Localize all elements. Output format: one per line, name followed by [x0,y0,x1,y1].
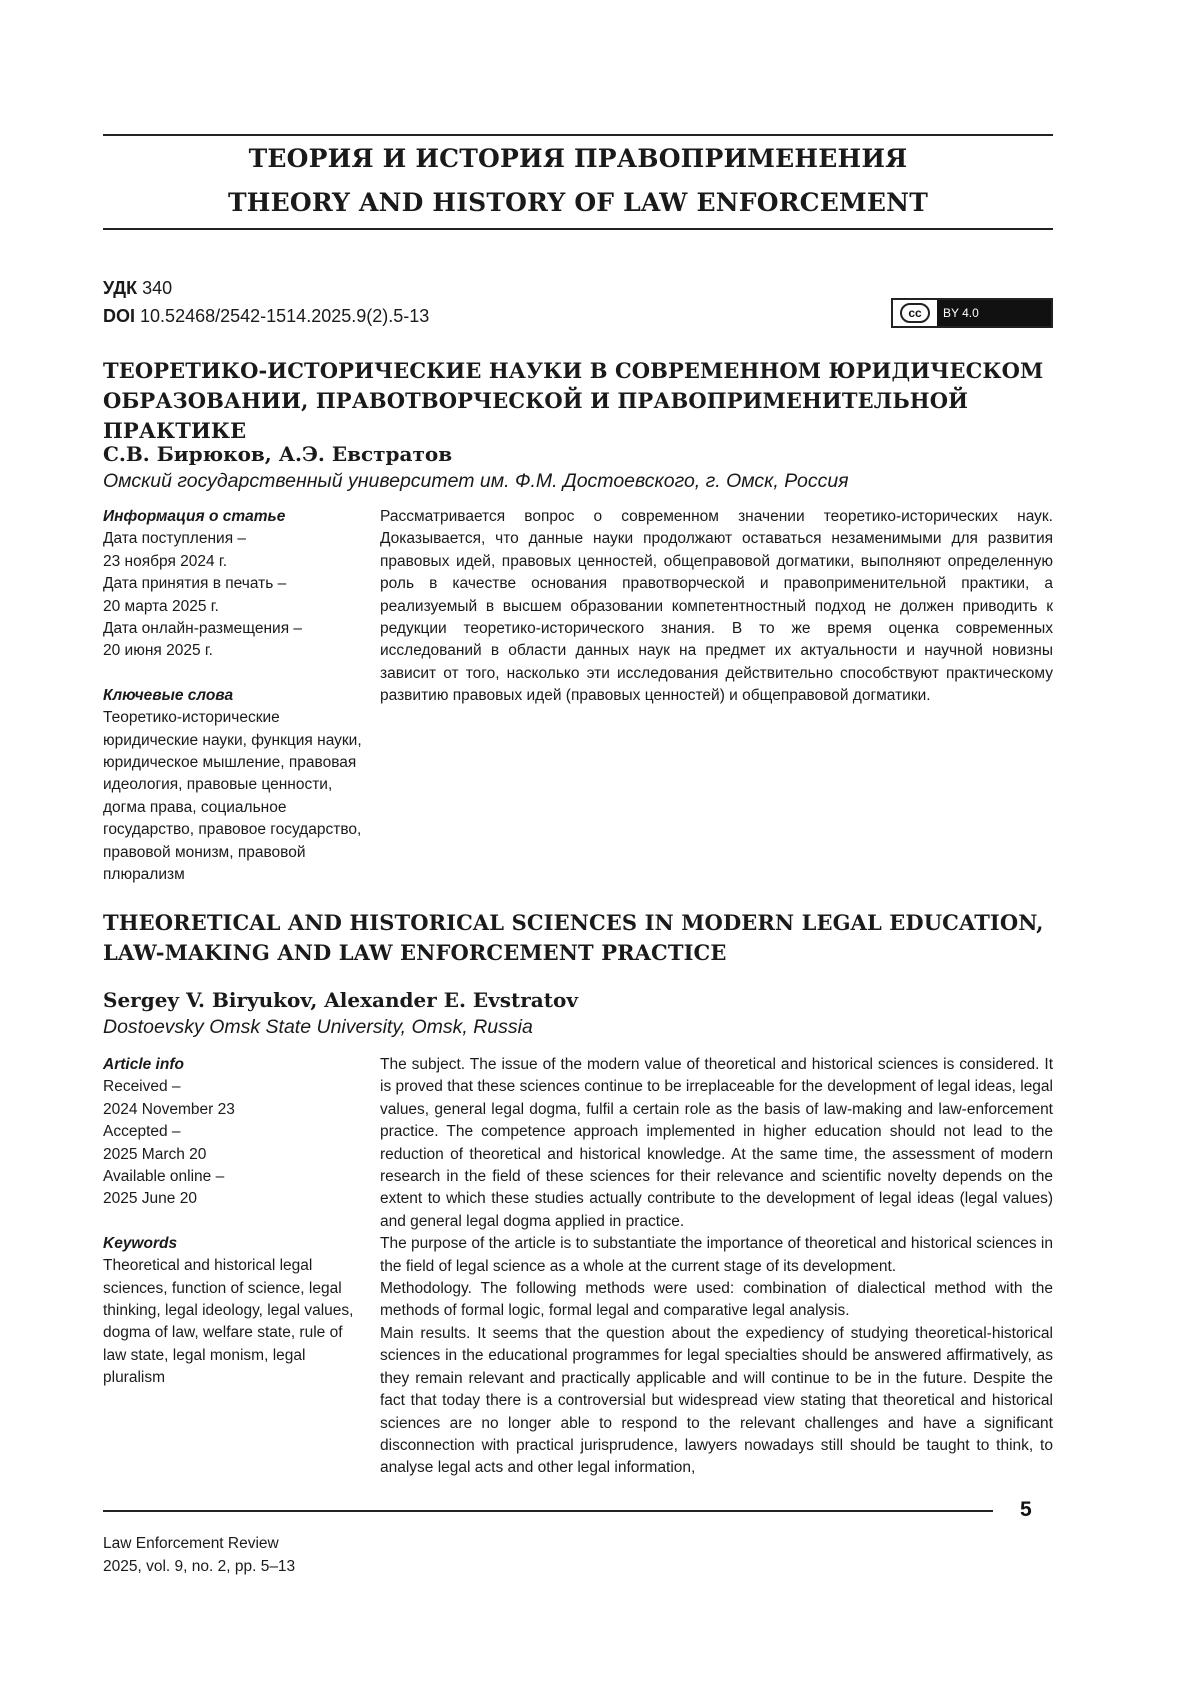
info-line: Accepted – [103,1121,365,1143]
affiliation-en: Dostoevsky Omsk State University, Omsk, Russia [103,1016,533,1039]
doi-line [103,302,429,330]
info-line: Available online – [103,1166,365,1188]
footer-rule [103,1510,993,1512]
info-line: Дата онлайн-размещения – [103,618,365,640]
doi-label: DOI [103,306,135,326]
journal-issue: 2025, vol. 9, no. 2, pp. 5–13 [103,1555,295,1578]
article-title-en [103,908,1063,968]
doi-value[interactable]: 10.52468/2542-1514.2025.9(2).5-13 [140,306,429,326]
info-line: Дата поступления – [103,528,365,550]
udc-label: УДК [103,278,137,298]
section-title-en: THEORY AND HISTORY OF LAW ENFORCEMENT [103,188,1053,217]
info-line: 2025 March 20 [103,1144,365,1166]
info-line: 2024 November 23 [103,1099,365,1121]
udc-value: 340 [142,278,172,298]
article-info-en-header: Article info [103,1054,365,1076]
info-line: Received – [103,1076,365,1098]
article-info-ru [103,506,365,887]
keywords-ru: Теоретико-исторические юридические науки, функция науки, юридическое мышление, правовая идеология, правовые ценности, догма права, социальное государство, правовое государство, правовой монизм, правовой плюрализм [103,707,365,886]
authors-ru: С.В. Бирюков, А.Э. Евстратов [103,442,452,466]
udc-line [103,274,172,302]
abstract-en-subject: The subject. The issue of the modern value of theoretical and historical sciences is considered. It is proved that these sciences continue to be irreplaceable for the development of legal ideas, legal values, general legal dogma, fulfil a certain role as the basis of law-making and law-enforcement practice. The competence approach implemented in higher education should not lead to the reduction of theoretical and historical knowledge. At the same time, the assessment of modern research in the field of these sciences for their relevance and scientific novelty depends on the extent to which these studies actually contribute to the development of legal ideas (legal values) and general legal dogma applied in practice. [380,1054,1053,1233]
abstract-en-methodology: Methodology. The following methods were used: combination of dialectical method with the methods of formal logic, formal legal and comparative legal analysis. [380,1278,1053,1323]
abstract-en [380,1054,1053,1480]
info-line: 23 ноября 2024 г. [103,551,365,573]
abstract-en-purpose: The purpose of the article is to substantiate the importance of theoretical and historical sciences in the field of legal science as a whole at the current stage of its development. [380,1233,1053,1278]
abstract-ru [380,506,1053,708]
journal-name: Law Enforcement Review [103,1532,295,1555]
top-rule [103,134,1053,136]
info-line: 20 июня 2025 г. [103,640,365,662]
article-title-en-line2: LAW-MAKING AND LAW ENFORCEMENT PRACTICE [103,938,1063,968]
license-label: BY 4.0 [937,300,1051,326]
article-title-ru [103,356,1063,446]
info-line: Дата принятия в печать – [103,573,365,595]
creative-commons-icon: cc [893,300,937,326]
authors-en: Sergey V. Biryukov, Alexander E. Evstratov [103,988,578,1012]
affiliation-ru: Омский государственный университет им. Ф.М. Достоевского, г. Омск, Россия [103,470,849,493]
abstract-ru-text: Рассматривается вопрос о современном значении теоретико-исторических наук. Доказывается, что данные науки продолжают оставаться незаменимыми для развития правовых идей, правовых ценностей, общеправовой догматики, выполняют определенную роль в качестве основания правотворческой и правоприменительной практики, а реализуемый в высшем образовании компетентностный подход не должен приводить к редукции теоретико-исторического знания. В то же время оценка современных исследований в области данных наук на предмет их актуальности и научной новизны зависит от того, насколько эти исследования действительно способствуют практическому развитию правовых идей (правовых ценностей) и общеправовой догматики. [380,506,1053,708]
abstract-en-results: Main results. It seems that the question about the expediency of studying theoretical-historical sciences in the educational programmes for legal specialties should be answered affirmatively, as they remain relevant and practically applicable and will continue to be in the future. Despite the fact that today there is a controversial but widespread view stating that theoretical and historical sciences are no longer able to respond to the relevant challenges and have a significant disconnection with practical jurisprudence, lawyers nowadays still should be taught to think, to analyse legal acts and other legal information, [380,1323,1053,1480]
section-bottom-rule [103,228,1053,230]
article-title-ru-line1: ТЕОРЕТИКО-ИСТОРИЧЕСКИЕ НАУКИ В СОВРЕМЕННОМ ЮРИДИЧЕСКОМ [103,356,1063,386]
keywords-en: Theoretical and historical legal sciences, function of science, legal thinking, legal ideology, legal values, dogma of law, welfare state, rule of law state, legal monism, legal pluralism [103,1255,365,1389]
article-title-ru-line2: ОБРАЗОВАНИИ, ПРАВОТВОРЧЕСКОЙ И ПРАВОПРИМЕНИТЕЛЬНОЙ ПРАКТИКЕ [103,386,1063,446]
article-info-ru-header: Информация о статье [103,506,365,528]
info-line: 2025 June 20 [103,1188,365,1210]
article-title-en-line1: THEORETICAL AND HISTORICAL SCIENCES IN MODERN LEGAL EDUCATION, [103,908,1063,938]
cc-license-badge[interactable] [891,298,1053,328]
section-title-ru: ТЕОРИЯ И ИСТОРИЯ ПРАВОПРИМЕНЕНИЯ [103,144,1053,173]
page-number: 5 [1020,1498,1032,1522]
journal-footer [103,1532,295,1578]
keywords-ru-header: Ключевые слова [103,685,365,707]
info-line: 20 марта 2025 г. [103,596,365,618]
keywords-en-header: Keywords [103,1233,365,1255]
article-info-en [103,1054,365,1390]
